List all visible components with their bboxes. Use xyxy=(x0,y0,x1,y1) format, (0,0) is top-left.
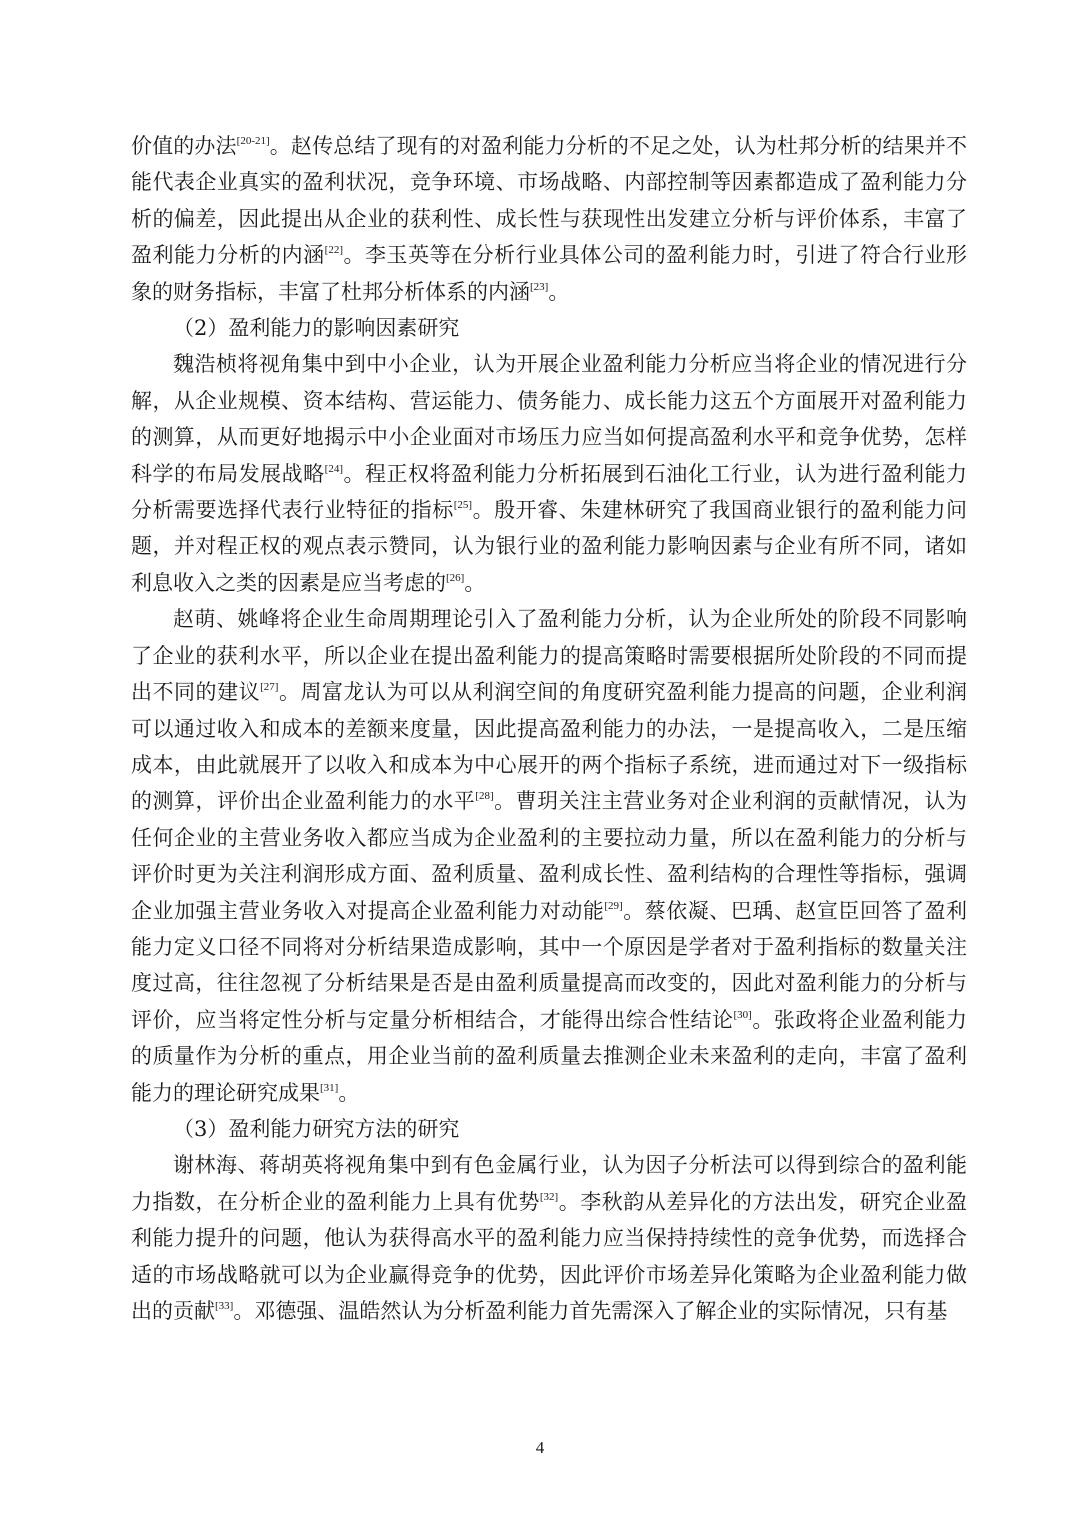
text-run: （2）盈利能力的影响因素研究 xyxy=(173,316,460,341)
section-heading xyxy=(131,1111,967,1147)
text-run: 。 xyxy=(548,279,570,304)
text-run: 。曹玥关注主营业务对企业利润的贡献情况，认为任何企业的主营业务收入都应当成为企业盈利的主要拉动力量，所以在盈利能力的分析与评价时更为关注利润形成方面、盈利质量、盈利成长性、盈利结构的合理性等指标，强调企业加强主营业务收入对提高企业盈利能力对动能 xyxy=(131,789,967,923)
text-run: 。赵传总结了现有的对盈利能力分析的不足之处，认为杜邦分析的结果并不能代表企业真实的盈利状况，竞争环境、市场战略、内部控制等因素都造成了盈利能力分析的偏差，因此提出从企业的获利性、成长性与获现性出发建立分析与评价体系，丰富了盈利能力分析的内涵 xyxy=(131,134,968,268)
paragraph xyxy=(131,1147,967,1329)
citation-ref: [27] xyxy=(260,681,279,694)
citation-ref: [22] xyxy=(324,244,343,257)
section-heading xyxy=(131,310,967,346)
citation-ref: [33] xyxy=(215,1300,234,1312)
citation-ref: [30] xyxy=(733,1008,752,1021)
text-run: 。程正权将盈利能力分析拓展到石油化工行业，认为进行盈利能力分析需要选择代表行业特征的指标 xyxy=(131,461,968,523)
citation-ref: [24] xyxy=(324,462,343,475)
citation-ref: [25] xyxy=(453,499,473,512)
citation-ref: [31] xyxy=(320,1081,339,1094)
page-number: 4 xyxy=(535,1438,545,1457)
text-run: 。周富龙认为可以从利润空间的角度研究盈利能力提高的问题，企业利润可以通过收入和成本的差额来度量，因此提高盈利能力的办法，一是提高收入，二是压缩成本，由此就展开了以收入和成本为中心展开的两个指标子系统，进而通过对下一级指标的测算，评价出企业盈利能力的水平 xyxy=(131,680,968,814)
text-run: （3）盈利能力研究方法的研究 xyxy=(173,1116,460,1141)
citation-ref: [28] xyxy=(475,790,494,803)
body-text xyxy=(131,128,967,1329)
text-run: 魏浩桢将视角集中到中小企业，认为开展企业盈利能力分析应当将企业的情况进行分解，从企业规模、资本结构、营运能力、债务能力、成长能力这五个方面展开对盈利能力的测算，从而更好地揭示中小企业面对市场压力应当如何提高盈利水平和竞争优势，怎样科学的布局发展战略 xyxy=(131,352,967,486)
citation-ref: [26] xyxy=(446,571,465,584)
citation-ref: [20-21] xyxy=(236,135,270,147)
text-run: 。邓德强、温皓然认为分析盈利能力首先需深入了解企业的实际情况，只有基 xyxy=(233,1299,948,1323)
text-run: 。李玉英等在分析行业具体公司的盈利能力时，引进了符合行业形象的财务指标，丰富了杜邦分析体系的内涵 xyxy=(131,243,968,304)
paragraph xyxy=(131,346,967,601)
text-run: 。蔡依凝、巴瑀、赵宣臣回答了盈利能力定义口径不同将对分析结果造成影响，其中一个原因是学者对于盈利指标的数量关注度过高，往往忽视了分析结果是否是由盈利质量提高而改变的，因此对盈利能力的分析与评价，应当将定性分析与定量分析相结合，才能得出综合性结论 xyxy=(131,898,968,1032)
text-run: 。李秋韵从差异化的方法出发，研究企业盈利能力提升的问题，他认为获得高水平的盈利能力应当保持持续性的竞争优势，而选择合适的市场战略就可以为企业赢得竞争的优势，因此评价市场差异化策略为企业盈利能力做出的贡献 xyxy=(131,1189,968,1323)
text-run: 。殷开睿、朱建林研究了我国商业银行的盈利能力问题，并对程正权的观点表示赞同，认为银行业的盈利能力影响因素与企业有所不同，诸如利息收入之类的因素是应当考虑的 xyxy=(131,498,967,595)
text-run: 。 xyxy=(338,1080,360,1105)
citation-ref: [29] xyxy=(604,899,623,912)
paragraph xyxy=(131,128,967,310)
citation-ref: [23] xyxy=(530,280,549,293)
text-run: 。 xyxy=(464,570,486,595)
citation-ref: [32] xyxy=(539,1190,559,1203)
text-run: 谢林海、蒋胡英将视角集中到有色金属行业，认为因子分析法可以得到综合的盈利能力指数，在分析企业的盈利能力上具有优势 xyxy=(131,1153,967,1214)
text-run: 。张政将企业盈利能力的质量作为分析的重点，用企业当前的盈利质量去推测企业未来盈利的走向，丰富了盈利能力的理论研究成果 xyxy=(131,1007,968,1105)
paragraph xyxy=(131,601,967,1111)
text-run: 价值的办法 xyxy=(131,134,237,158)
text-run: 赵萌、姚峰将企业生命周期理论引入了盈利能力分析，认为企业所处的阶段不同影响了企业的获利水平，所以企业在提出盈利能力的提高策略时需要根据所处阶段的不同而提出不同的建议 xyxy=(131,607,967,705)
